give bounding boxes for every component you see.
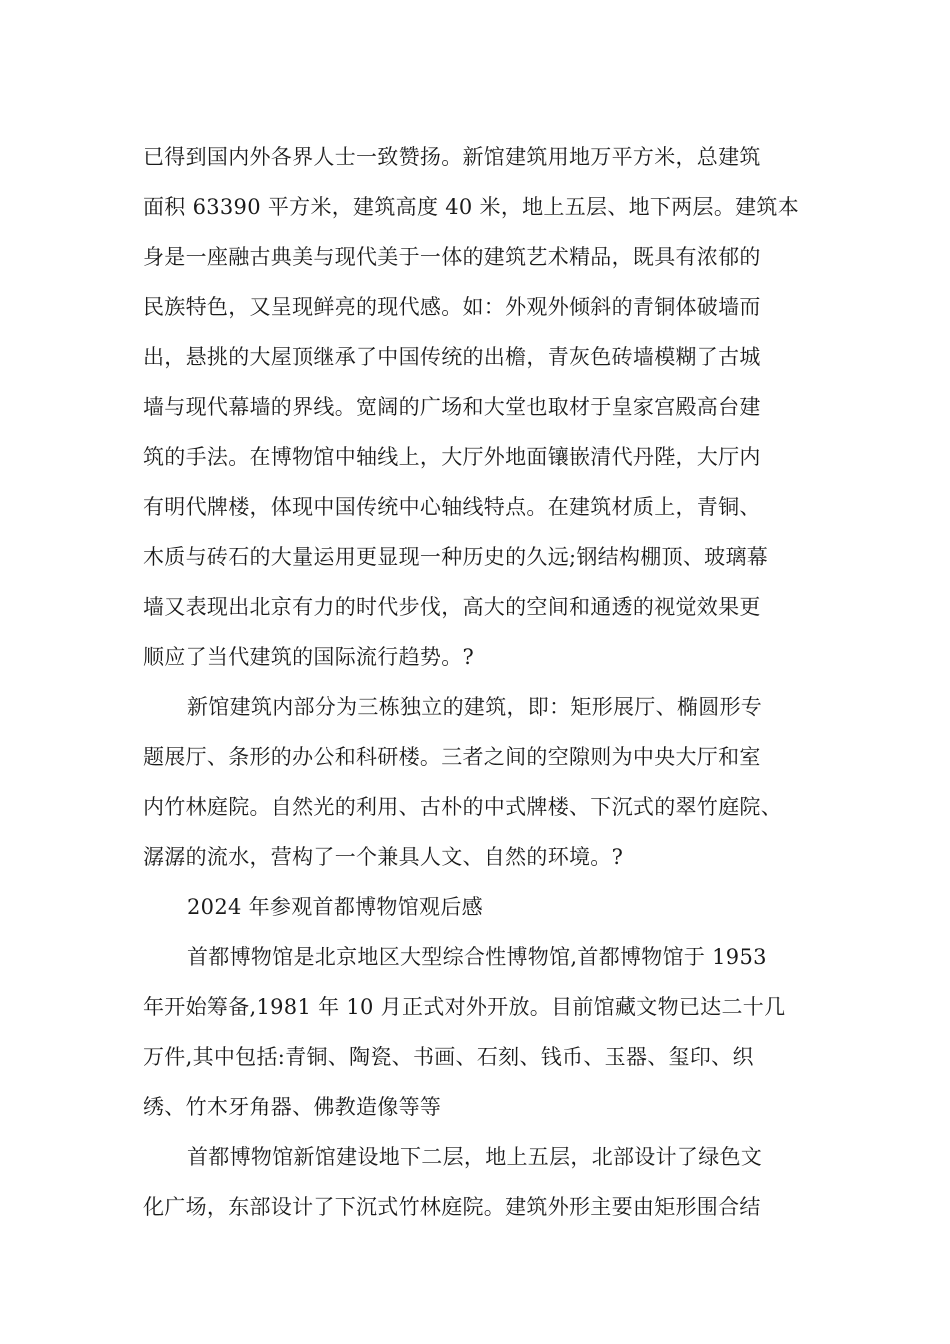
text-line: 有明代牌楼，体现中国传统中心轴线特点。在建筑材质上，青铜、 — [143, 495, 761, 519]
text-line: 绣、竹木牙角器、佛教造像等等 — [143, 1095, 442, 1119]
text-line: 题展厅、条形的办公和科研楼。三者之间的空隙则为中央大厅和室 — [143, 745, 761, 769]
paragraph-start-line: 首都博物馆是北京地区大型综合性博物馆,首都博物馆于 1953 — [187, 945, 767, 969]
text-line: 墙又表现出北京有力的时代步伐，高大的空间和通透的视觉效果更 — [143, 595, 761, 619]
text-line: 筑的手法。在博物馆中轴线上，大厅外地面镶嵌清代丹陛，大厅内 — [143, 445, 761, 469]
document-body — [143, 132, 823, 1232]
text-line: 墙与现代幕墙的界线。宽阔的广场和大堂也取材于皇家宫殿高台建 — [143, 395, 761, 419]
paragraph-start-line: 新馆建筑内部分为三栋独立的建筑，即：矩形展厅、椭圆形专 — [187, 695, 763, 719]
text-line: 已得到国内外各界人士一致赞扬。新馆建筑用地万平方米，总建筑 — [143, 145, 761, 169]
text-line: 面积 63390 平方米，建筑高度 40 米，地上五层、地下两层。建筑本 — [143, 195, 800, 219]
text-line: 身是一座融古典美与现代美于一体的建筑艺术精品，既具有浓郁的 — [143, 245, 761, 269]
text-line: 出，悬挑的大屋顶继承了中国传统的出檐，青灰色砖墙模糊了古城 — [143, 345, 761, 369]
text-line: 化广场，东部设计了下沉式竹林庭院。建筑外形主要由矩形围合结 — [143, 1195, 761, 1219]
text-line: 万件,其中包括:青铜、陶瓷、书画、石刻、钱币、玉器、玺印、织 — [143, 1045, 754, 1069]
text-line: 年开始筹备,1981 年 10 月正式对外开放。目前馆藏文物已达二十几 — [143, 995, 786, 1019]
section-heading: 2024 年参观首都博物馆观后感 — [187, 895, 483, 919]
text-line: 内竹林庭院。自然光的利用、古朴的中式牌楼、下沉式的翠竹庭院、 — [143, 795, 782, 819]
text-line: 民族特色，又呈现鲜亮的现代感。如：外观外倾斜的青铜体破墙而 — [143, 295, 761, 319]
text-line: 顺应了当代建筑的国际流行趋势。? — [143, 645, 475, 669]
paragraph-start-line: 首都博物馆新馆建设地下二层，地上五层，北部设计了绿色文 — [187, 1145, 763, 1169]
text-line: 潺潺的流水，营构了一个兼具人文、自然的环境。? — [143, 845, 624, 869]
text-line: 木质与砖石的大量运用更显现一种历史的久远;钢结构棚顶、玻璃幕 — [143, 545, 769, 569]
